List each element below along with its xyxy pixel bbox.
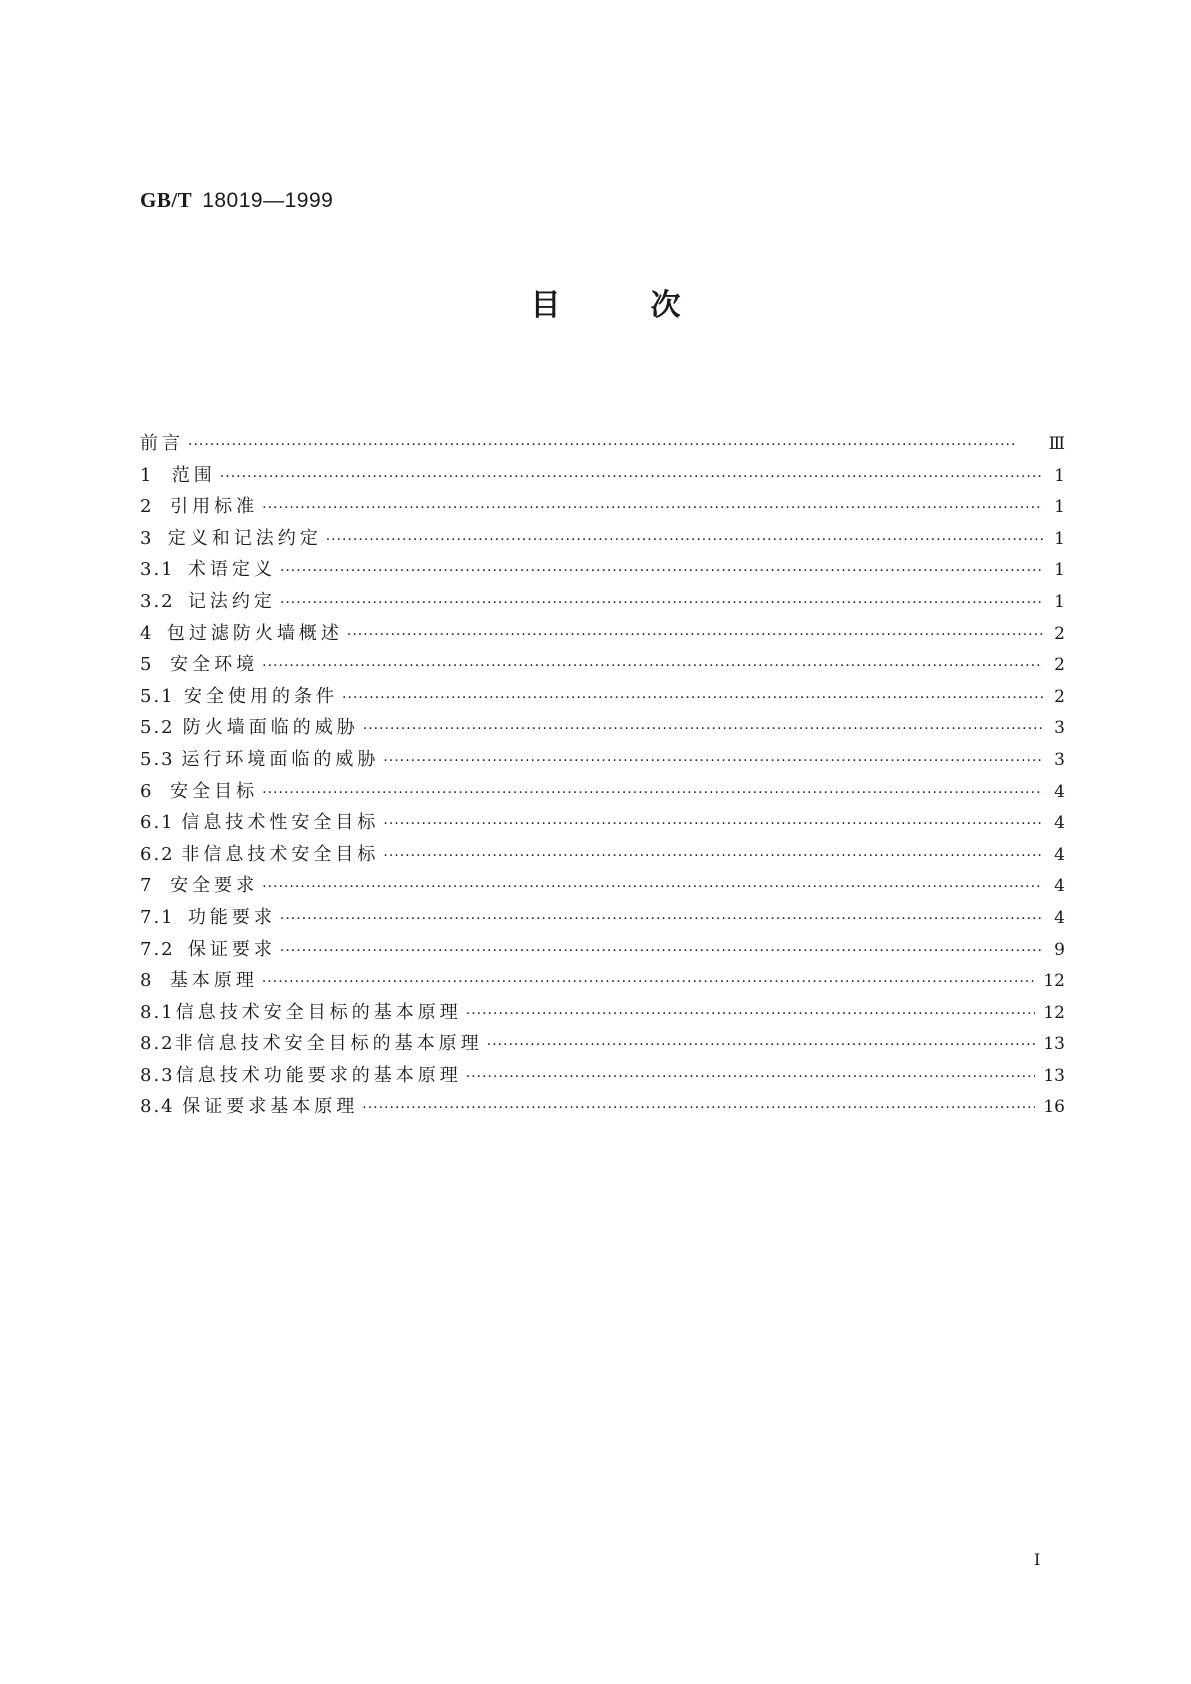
toc-entry[interactable] <box>140 712 1065 744</box>
toc-entry-page: 1 <box>1054 528 1065 549</box>
toc-entry[interactable] <box>140 554 1065 586</box>
toc-entry-page: 3 <box>1054 718 1065 739</box>
toc-entry-number: 8.1 <box>140 1001 175 1023</box>
toc-entry-label: 防火墙面临的威胁 <box>182 717 359 739</box>
toc-entry-number: 8 <box>140 970 154 992</box>
toc-entry-number: 7.2 <box>140 938 175 960</box>
toc-entry-number: 7.1 <box>140 906 175 928</box>
toc-entry-page: Ⅲ <box>1048 434 1065 454</box>
standard-prefix: GB/T <box>140 188 193 212</box>
toc-leader-dots <box>363 714 1043 746</box>
toc-entry-page: 2 <box>1054 686 1065 707</box>
toc-entry-page: 13 <box>1043 1034 1065 1055</box>
toc-entry-page: 4 <box>1054 876 1065 897</box>
toc-entry-page: 1 <box>1054 560 1065 581</box>
toc-entry-label: 引用标准 <box>170 496 259 518</box>
toc-entry-number: 8.2 <box>140 1033 175 1055</box>
toc-entry-page: 4 <box>1054 813 1065 834</box>
toc-entry[interactable] <box>140 776 1065 808</box>
toc-entry-label: 包过滤防火墙概述 <box>166 622 343 644</box>
toc-entry-number: 5.3 <box>140 748 175 770</box>
standard-number <box>140 188 333 213</box>
toc-entry-number: 3.2 <box>140 590 175 612</box>
toc-entry[interactable] <box>140 965 1065 997</box>
toc-leader-dots <box>326 525 1043 557</box>
toc-leader-dots <box>280 904 1043 936</box>
toc-leader-dots <box>262 967 1035 999</box>
toc-entry-label: 运行环境面临的威胁 <box>181 748 380 770</box>
toc-entry-page: 2 <box>1054 623 1065 644</box>
toc-leader-dots <box>280 936 1043 968</box>
toc-leader-dots <box>466 1062 1036 1094</box>
toc-entry[interactable] <box>140 428 1065 460</box>
toc-entry[interactable] <box>140 618 1065 650</box>
toc-entry-label: 范围 <box>171 464 216 486</box>
toc-entry-number: 6.2 <box>140 843 175 865</box>
toc-entry-page: 4 <box>1054 781 1065 802</box>
toc-entry-page: 16 <box>1043 1097 1065 1118</box>
toc-entry-label: 术语定义 <box>187 559 276 581</box>
toc-entry[interactable] <box>140 523 1065 555</box>
toc-entry-label: 安全使用的条件 <box>184 685 338 707</box>
toc-entry-number: 3.1 <box>140 559 175 581</box>
toc-entry-page: 1 <box>1054 497 1065 518</box>
toc-entry[interactable] <box>140 586 1065 618</box>
toc-entry[interactable] <box>140 1060 1065 1092</box>
toc-entry-label: 定义和记法约定 <box>167 527 322 549</box>
toc-entry-number: 6 <box>140 780 154 802</box>
toc-entry-page: 4 <box>1054 844 1065 865</box>
toc-entry-label: 记法约定 <box>187 590 276 612</box>
toc-leader-dots <box>280 556 1043 588</box>
toc-leader-dots <box>466 999 1036 1031</box>
toc-leader-dots <box>280 588 1043 620</box>
toc-entry[interactable] <box>140 649 1065 681</box>
toc-entry-page: 12 <box>1043 971 1065 992</box>
toc-leader-dots <box>188 430 1041 462</box>
toc-entry-label: 保证要求 <box>187 938 276 960</box>
toc-entry[interactable] <box>140 1091 1065 1123</box>
toc-entry[interactable] <box>140 681 1065 713</box>
toc-entry[interactable] <box>140 997 1065 1029</box>
toc-entry-page: 2 <box>1054 655 1065 676</box>
toc-entry-page: 3 <box>1054 749 1065 770</box>
toc-entry-number: 6.1 <box>140 812 175 834</box>
toc-leader-dots <box>342 683 1043 715</box>
standard-code: 18019—1999 <box>202 189 334 212</box>
toc-leader-dots <box>262 493 1043 525</box>
toc-entry-page: 13 <box>1043 1065 1065 1086</box>
toc-entry-label: 信息技术安全目标的基本原理 <box>175 1001 462 1023</box>
toc-leader-dots <box>383 746 1043 778</box>
toc-entry[interactable] <box>140 744 1065 776</box>
toc-entry-page: 4 <box>1054 907 1065 928</box>
toc-leader-dots <box>383 841 1043 873</box>
toc-entry[interactable] <box>140 902 1065 934</box>
toc-entry-label: 信息技术性安全目标 <box>181 812 380 834</box>
page-folio: I <box>1034 1550 1041 1569</box>
toc-entry-page: 9 <box>1054 939 1065 960</box>
toc-entry[interactable] <box>140 491 1065 523</box>
table-of-contents <box>140 428 1065 1123</box>
toc-entry-number: 4 <box>140 622 154 644</box>
toc-entry-number: 7 <box>140 875 154 897</box>
toc-leader-dots <box>347 620 1043 652</box>
toc-entry-page: 1 <box>1054 591 1065 612</box>
toc-entry-label: 保证要求基本原理 <box>182 1096 359 1118</box>
toc-leader-dots <box>262 872 1043 904</box>
page-title: 目次 <box>530 288 771 323</box>
toc-entry-label: 安全目标 <box>170 780 259 802</box>
toc-entry[interactable] <box>140 839 1065 871</box>
toc-leader-dots <box>262 651 1043 683</box>
toc-entry-number: 2 <box>140 496 154 518</box>
toc-entry-number: 3 <box>140 527 154 549</box>
toc-entry-number: 5.1 <box>140 685 175 707</box>
toc-leader-dots <box>220 462 1043 494</box>
toc-entry-number: 5.2 <box>140 717 175 739</box>
toc-entry-number: 5 <box>140 654 154 676</box>
toc-leader-dots <box>383 809 1043 841</box>
toc-entry-label: 信息技术功能要求的基本原理 <box>175 1064 462 1086</box>
toc-entry[interactable] <box>140 870 1065 902</box>
toc-entry-number: 8.4 <box>140 1096 175 1118</box>
toc-leader-dots <box>262 778 1043 810</box>
toc-entry[interactable] <box>140 807 1065 839</box>
toc-entry-number: 8.3 <box>140 1064 175 1086</box>
toc-leader-dots <box>362 1093 1035 1125</box>
toc-entry[interactable] <box>140 1028 1065 1060</box>
toc-entry-page: 12 <box>1043 1002 1065 1023</box>
toc-entry-number: 1 <box>140 464 154 486</box>
toc-entry-label: 前言 <box>140 433 184 454</box>
toc-entry[interactable] <box>140 934 1065 966</box>
toc-entry-page: 1 <box>1054 465 1065 486</box>
toc-entry-label: 安全环境 <box>170 654 259 676</box>
toc-leader-dots <box>487 1030 1036 1062</box>
toc-entry-label: 非信息技术安全目标 <box>181 843 380 865</box>
toc-entry[interactable] <box>140 460 1065 492</box>
toc-entry-label: 安全要求 <box>170 875 259 897</box>
toc-entry-label: 非信息技术安全目标的基本原理 <box>174 1033 483 1055</box>
toc-entry-label: 功能要求 <box>187 906 276 928</box>
toc-entry-label: 基本原理 <box>169 970 258 992</box>
